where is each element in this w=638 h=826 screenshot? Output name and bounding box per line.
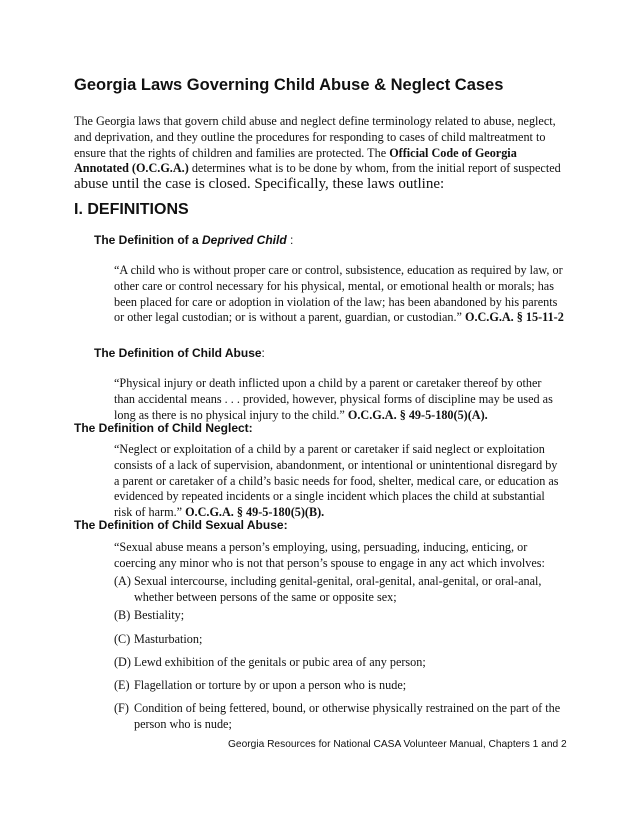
child-neglect-heading: The Definition of Child Neglect: <box>74 421 253 435</box>
child-sexual-abuse-quote: “Sexual abuse means a person’s employing, using, persuading, inducing, enticing, or coercing any minor who is not that person’s spouse to engage in any act which involves: <box>114 540 545 570</box>
list-item <box>114 574 570 606</box>
deprived-heading-suffix: : <box>286 233 294 247</box>
intro-text-1: The Georgia laws that govern child abuse and neglect define terminology related to abuse, neglect, and deprivation, and they outline the procedures for responding to cases of child maltreatment to ensure that the rights of children and families are protected. The <box>74 114 556 160</box>
list-item-text: Masturbation; <box>134 632 203 646</box>
list-item-text: Lewd exhibition of the genitals or pubic area of any person; <box>134 655 426 669</box>
list-item-text: Condition of being fettered, bound, or otherwise physically restrained on the part of the person who is nude; <box>134 701 561 731</box>
page-title: Georgia Laws Governing Child Abuse & Neglect Cases <box>74 76 504 94</box>
list-item-label: (B) <box>114 608 131 622</box>
list-item-label: (C) <box>114 632 131 646</box>
list-item <box>114 608 570 624</box>
intro-last-line: abuse until the case is closed. Specifically, these laws outline: <box>74 176 445 193</box>
intro-text-2: determines what is to be done by whom, from the initial report of suspected <box>188 161 561 176</box>
list-item-text: Flagellation or torture by or upon a person who is nude; <box>134 678 407 692</box>
list-item <box>114 701 570 733</box>
list-item-text: Bestiality; <box>134 608 185 622</box>
child-abuse-heading-suffix: : <box>261 346 265 360</box>
intro-paragraph <box>74 114 570 193</box>
list-item-text: Sexual intercourse, including genital-genital, oral-genital, anal-genital, or oral-anal, whether between persons of the same or opposite sex; <box>134 574 542 604</box>
list-item-label: (A) <box>114 574 131 588</box>
deprived-child-heading <box>94 233 293 247</box>
neglect-citation: O.C.G.A. § 49-5-180(5)(B). <box>185 505 325 520</box>
list-item-label: (E) <box>114 678 130 692</box>
child-abuse-citation: O.C.G.A. § 49-5-180(5)(A). <box>347 407 488 422</box>
list-item <box>114 655 570 671</box>
child-abuse-quote-text: “Physical injury or death inflicted upon a child by a parent or caretaker thereof by other than accidental means . . . provided, however, physical forms of discipline may be used as long as there is no physical injury to the child.” <box>114 376 553 422</box>
child-sexual-abuse-heading: The Definition of Child Sexual Abuse: <box>74 518 288 532</box>
intro-code-name: Official Code of Georgia Annotated (O.C.G.A.) <box>74 145 517 176</box>
child-abuse-heading-text: The Definition of Child Abuse <box>94 346 262 360</box>
list-item-label: (F) <box>114 701 129 715</box>
section-heading-definitions: I. DEFINITIONS <box>74 201 189 218</box>
child-abuse-heading <box>94 346 265 360</box>
deprived-heading-prefix: The Definition of a <box>94 233 202 247</box>
page-footer: Georgia Resources for National CASA Volunteer Manual, Chapters 1 and 2 <box>228 739 567 750</box>
deprived-quote-text: “A child who is without proper care or control, subsistence, education as required by law, or other care or control necessary for his physical, mental, or emotional health or morals; has been placed for care or adoption in violation of the law; has been abandoned by his parents or other legal custodian; or is without a parent, guardian, or custodian.” <box>114 263 563 325</box>
child-abuse-quote <box>114 376 564 423</box>
deprived-child-quote <box>114 263 564 326</box>
deprived-heading-term: Deprived Child <box>202 233 287 247</box>
list-item-label: (D) <box>114 655 131 669</box>
deprived-citation: O.C.G.A. § 15-11-2 <box>464 310 564 325</box>
neglect-quote-text: “Neglect or exploitation of a child by a parent or caretaker if said neglect or exploitation consists of a lack of supervision, abandonment, or intentional or unintentional disregard by a parent or caretaker of a child’s basic needs for food, shelter, medical care, or education as evidenced by repeated incidents or a single incident which places the child at substantial risk of harm.” <box>114 442 559 520</box>
list-item <box>114 632 570 648</box>
list-item <box>114 678 570 694</box>
child-neglect-quote <box>114 442 564 521</box>
